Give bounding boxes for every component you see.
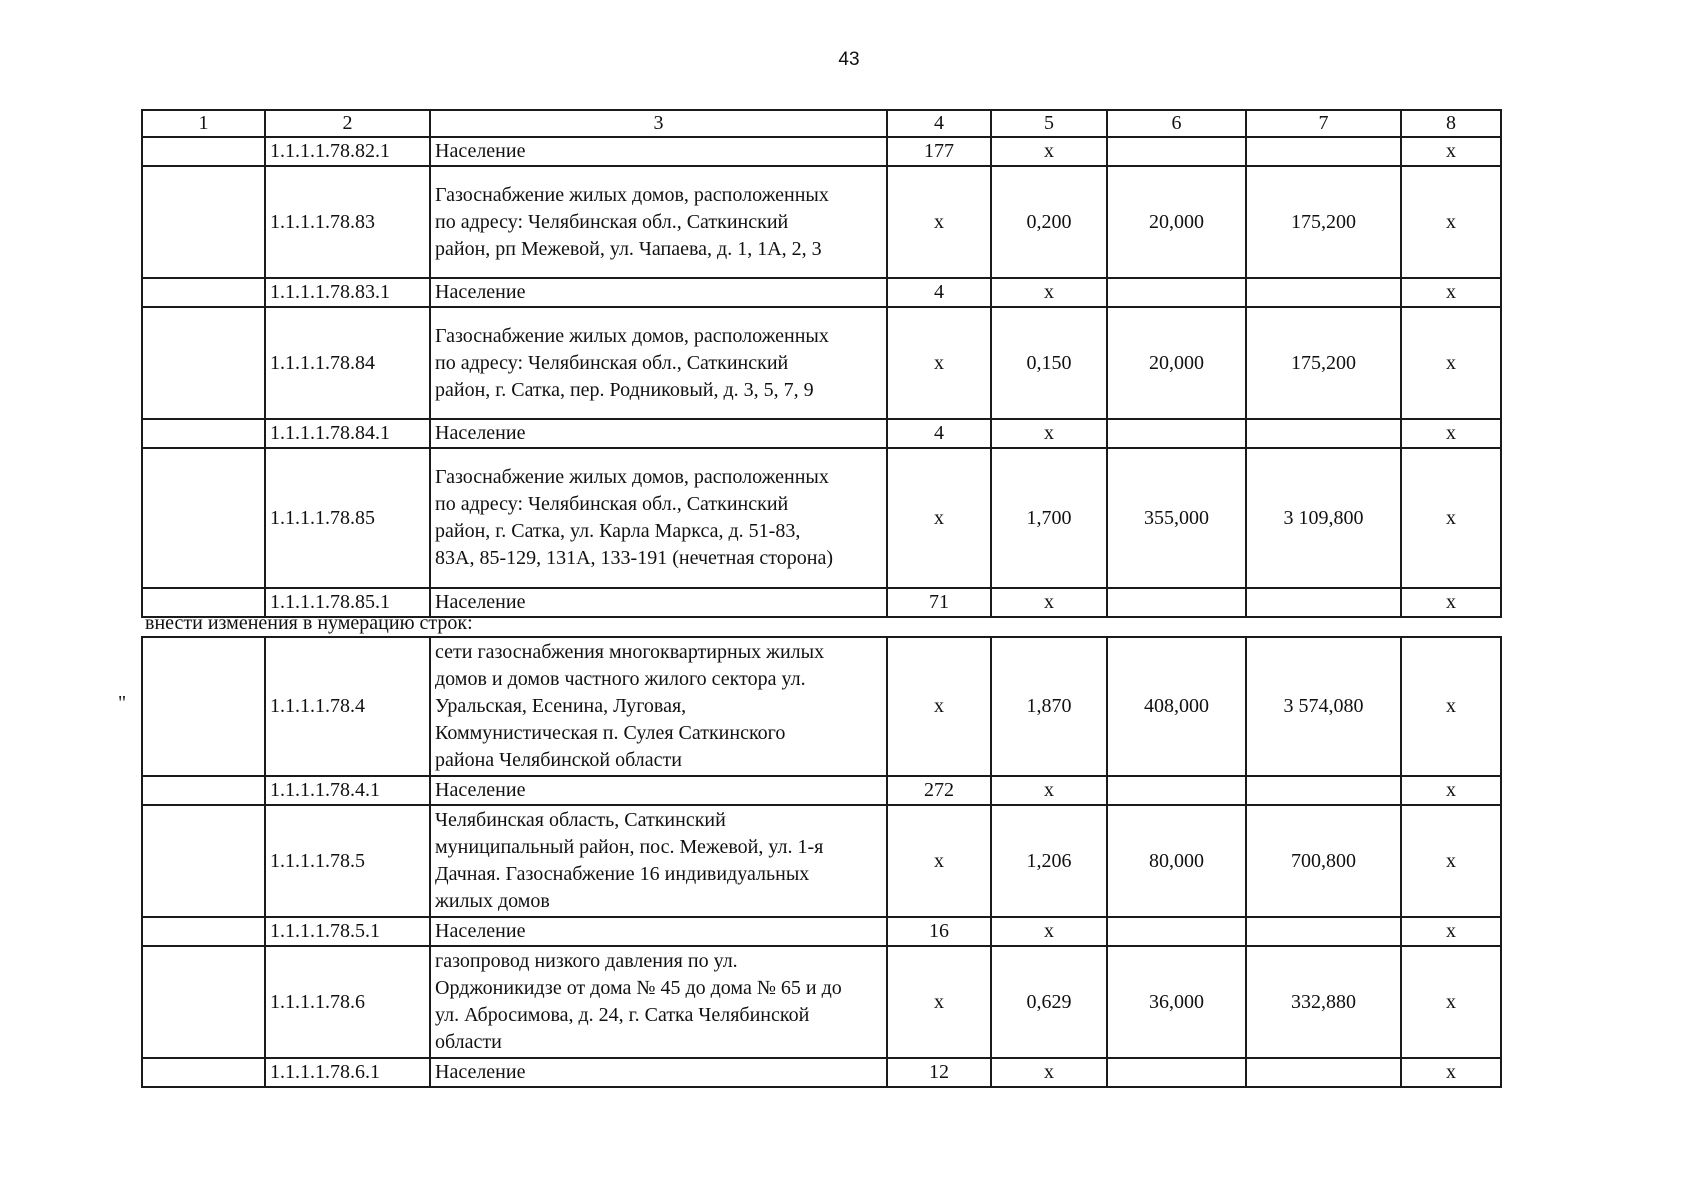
value-cell-c8: x [1401, 1058, 1501, 1087]
value-cell-c7: 175,200 [1246, 307, 1401, 419]
value-cell-c1 [142, 637, 265, 776]
table-row [142, 137, 1501, 166]
value-cell-c1 [142, 419, 265, 448]
header-cell: 3 [430, 110, 887, 137]
value-cell-c8: x [1401, 307, 1501, 419]
header-cell: 7 [1246, 110, 1401, 137]
value-cell-c8: x [1401, 805, 1501, 917]
table-row [142, 166, 1501, 278]
description-line: район, г. Сатка, ул. Карла Маркса, д. 51-83, [435, 520, 801, 542]
row-code-cell: 1.1.1.1.78.4 [265, 637, 430, 776]
description-line: Население [435, 779, 526, 801]
description-line: ул. Абросимова, д. 24, г. Сатка Челябинской [435, 1004, 810, 1026]
value-cell-c7: 175,200 [1246, 166, 1401, 278]
value-cell-c7: 700,800 [1246, 805, 1401, 917]
description-line: газопровод низкого давления по ул. [435, 950, 738, 972]
value-cell-c5: x [991, 1058, 1107, 1087]
description-line: муниципальный район, пос. Межевой, ул. 1-я [435, 836, 824, 858]
value-cell-c1 [142, 166, 265, 278]
value-cell-c4: x [887, 166, 991, 278]
description-cell [430, 946, 887, 1058]
description-line: по адресу: Челябинская обл., Саткинский [435, 493, 789, 515]
value-cell-c4: 177 [887, 137, 991, 166]
value-cell-c6: 20,000 [1107, 307, 1246, 419]
value-cell-c5: 1,870 [991, 637, 1107, 776]
value-cell-c6: 408,000 [1107, 637, 1246, 776]
description-line: район, рп Межевой, ул. Чапаева, д. 1, 1А, 2, 3 [435, 237, 822, 260]
description-line: Челябинская область, Саткинский [435, 809, 726, 831]
value-cell-c6 [1107, 419, 1246, 448]
table-row [142, 637, 1501, 776]
description-line: домов и домов частного жилого сектора ул. [435, 668, 806, 690]
value-cell-c8: x [1401, 776, 1501, 805]
description-line: по адресу: Челябинская обл., Саткинский [435, 351, 789, 374]
value-cell-c7 [1246, 917, 1401, 946]
header-row [142, 110, 1501, 137]
description-cell [430, 1058, 887, 1087]
description-line: района Челябинской области [435, 749, 682, 771]
value-cell-c6 [1107, 1058, 1246, 1087]
description-line: Орджоникидзе от дома № 45 до дома № 65 и до [435, 977, 842, 999]
description-line: по адресу: Челябинская обл., Саткинский [435, 210, 789, 233]
data-table-bottom [141, 636, 1502, 1088]
value-cell-c7: 3 109,800 [1246, 448, 1401, 588]
value-cell-c1 [142, 917, 265, 946]
description-cell [430, 448, 887, 588]
header-cell: 2 [265, 110, 430, 137]
value-cell-c6 [1107, 776, 1246, 805]
value-cell-c8: x [1401, 448, 1501, 588]
description-line: Население [435, 281, 526, 303]
header-cell: 5 [991, 110, 1107, 137]
description-cell [430, 166, 887, 278]
description-line: Уральская, Есенина, Луговая, [435, 695, 687, 717]
value-cell-c1 [142, 307, 265, 419]
row-code-cell: 1.1.1.1.78.85.1 [265, 588, 430, 617]
description-cell [430, 776, 887, 805]
row-code-cell: 1.1.1.1.78.5 [265, 805, 430, 917]
description-cell [430, 278, 887, 307]
value-cell-c8: x [1401, 278, 1501, 307]
row-code-cell: 1.1.1.1.78.6 [265, 946, 430, 1058]
header-cell: 8 [1401, 110, 1501, 137]
description-line: Население [435, 591, 526, 613]
data-table-top [141, 109, 1502, 618]
value-cell-c7 [1246, 1058, 1401, 1087]
value-cell-c6: 20,000 [1107, 166, 1246, 278]
description-line: Население [435, 920, 526, 942]
description-line: Газоснабжение жилых домов, расположенных [435, 324, 829, 347]
value-cell-c5: 0,200 [991, 166, 1107, 278]
row-code-cell: 1.1.1.1.78.83 [265, 166, 430, 278]
description-cell [430, 588, 887, 617]
description-line: Население [435, 422, 526, 444]
row-code-cell: 1.1.1.1.78.84 [265, 307, 430, 419]
description-line: жилых домов [435, 890, 550, 912]
table-row [142, 1058, 1501, 1087]
value-cell-c6: 80,000 [1107, 805, 1246, 917]
description-line: район, г. Сатка, пер. Родниковый, д. 3, 5, 7, 9 [435, 378, 814, 401]
value-cell-c7 [1246, 776, 1401, 805]
value-cell-c5: x [991, 588, 1107, 617]
table-row [142, 946, 1501, 1058]
value-cell-c1 [142, 278, 265, 307]
table-row [142, 307, 1501, 419]
quote-mark: " [118, 692, 127, 714]
value-cell-c4: x [887, 307, 991, 419]
value-cell-c7 [1246, 419, 1401, 448]
header-cell: 4 [887, 110, 991, 137]
value-cell-c6: 355,000 [1107, 448, 1246, 588]
value-cell-c8: x [1401, 946, 1501, 1058]
description-cell [430, 917, 887, 946]
description-cell [430, 637, 887, 776]
value-cell-c6 [1107, 137, 1246, 166]
row-code-cell: 1.1.1.1.78.83.1 [265, 278, 430, 307]
value-cell-c1 [142, 448, 265, 588]
row-code-cell: 1.1.1.1.78.85 [265, 448, 430, 588]
description-cell [430, 137, 887, 166]
value-cell-c4: 12 [887, 1058, 991, 1087]
value-cell-c5: 0,150 [991, 307, 1107, 419]
value-cell-c4: 16 [887, 917, 991, 946]
description-line: Население [435, 1061, 526, 1083]
numbering-change-note: внести изменения в нумерацию строк: [145, 612, 473, 634]
value-cell-c6 [1107, 588, 1246, 617]
value-cell-c1 [142, 805, 265, 917]
value-cell-c4: x [887, 448, 991, 588]
table-row [142, 917, 1501, 946]
row-code-cell: 1.1.1.1.78.5.1 [265, 917, 430, 946]
value-cell-c4: x [887, 805, 991, 917]
value-cell-c7 [1246, 588, 1401, 617]
value-cell-c7: 3 574,080 [1246, 637, 1401, 776]
value-cell-c4: x [887, 946, 991, 1058]
row-code-cell: 1.1.1.1.78.84.1 [265, 419, 430, 448]
value-cell-c6: 36,000 [1107, 946, 1246, 1058]
value-cell-c5: 0,629 [991, 946, 1107, 1058]
value-cell-c7 [1246, 137, 1401, 166]
value-cell-c8: x [1401, 137, 1501, 166]
page-number: 43 [838, 49, 860, 70]
value-cell-c7 [1246, 278, 1401, 307]
description-line: Население [435, 140, 526, 162]
table-row [142, 278, 1501, 307]
description-line: Коммунистическая п. Сулея Саткинского [435, 722, 786, 744]
value-cell-c4: 272 [887, 776, 991, 805]
description-cell [430, 805, 887, 917]
header-cell: 1 [142, 110, 265, 137]
row-code-cell: 1.1.1.1.78.6.1 [265, 1058, 430, 1087]
row-code-cell: 1.1.1.1.78.4.1 [265, 776, 430, 805]
description-line: области [435, 1031, 502, 1053]
value-cell-c8: x [1401, 917, 1501, 946]
description-cell [430, 419, 887, 448]
value-cell-c4: 4 [887, 419, 991, 448]
value-cell-c6 [1107, 278, 1246, 307]
value-cell-c4: 4 [887, 278, 991, 307]
description-line: Газоснабжение жилых домов, расположенных [435, 466, 829, 488]
value-cell-c6 [1107, 917, 1246, 946]
value-cell-c5: x [991, 419, 1107, 448]
value-cell-c5: x [991, 917, 1107, 946]
value-cell-c1 [142, 776, 265, 805]
value-cell-c7: 332,880 [1246, 946, 1401, 1058]
value-cell-c1 [142, 946, 265, 1058]
value-cell-c4: x [887, 637, 991, 776]
value-cell-c5: x [991, 137, 1107, 166]
value-cell-c1 [142, 1058, 265, 1087]
value-cell-c4: 71 [887, 588, 991, 617]
description-cell [430, 307, 887, 419]
description-line: 83А, 85-129, 131А, 133-191 (нечетная сторона) [435, 547, 833, 569]
value-cell-c5: 1,206 [991, 805, 1107, 917]
table-row [142, 448, 1501, 588]
value-cell-c5: 1,700 [991, 448, 1107, 588]
value-cell-c1 [142, 137, 265, 166]
value-cell-c8: x [1401, 637, 1501, 776]
table-row [142, 776, 1501, 805]
table-row [142, 419, 1501, 448]
table-row [142, 805, 1501, 917]
value-cell-c8: x [1401, 419, 1501, 448]
value-cell-c8: x [1401, 166, 1501, 278]
description-line: сети газоснабжения многоквартирных жилых [435, 641, 825, 663]
description-line: Газоснабжение жилых домов, расположенных [435, 183, 829, 206]
value-cell-c8: x [1401, 588, 1501, 617]
description-line: Дачная. Газоснабжение 16 индивидуальных [435, 863, 810, 885]
header-cell: 6 [1107, 110, 1246, 137]
value-cell-c5: x [991, 776, 1107, 805]
value-cell-c5: x [991, 278, 1107, 307]
row-code-cell: 1.1.1.1.78.82.1 [265, 137, 430, 166]
